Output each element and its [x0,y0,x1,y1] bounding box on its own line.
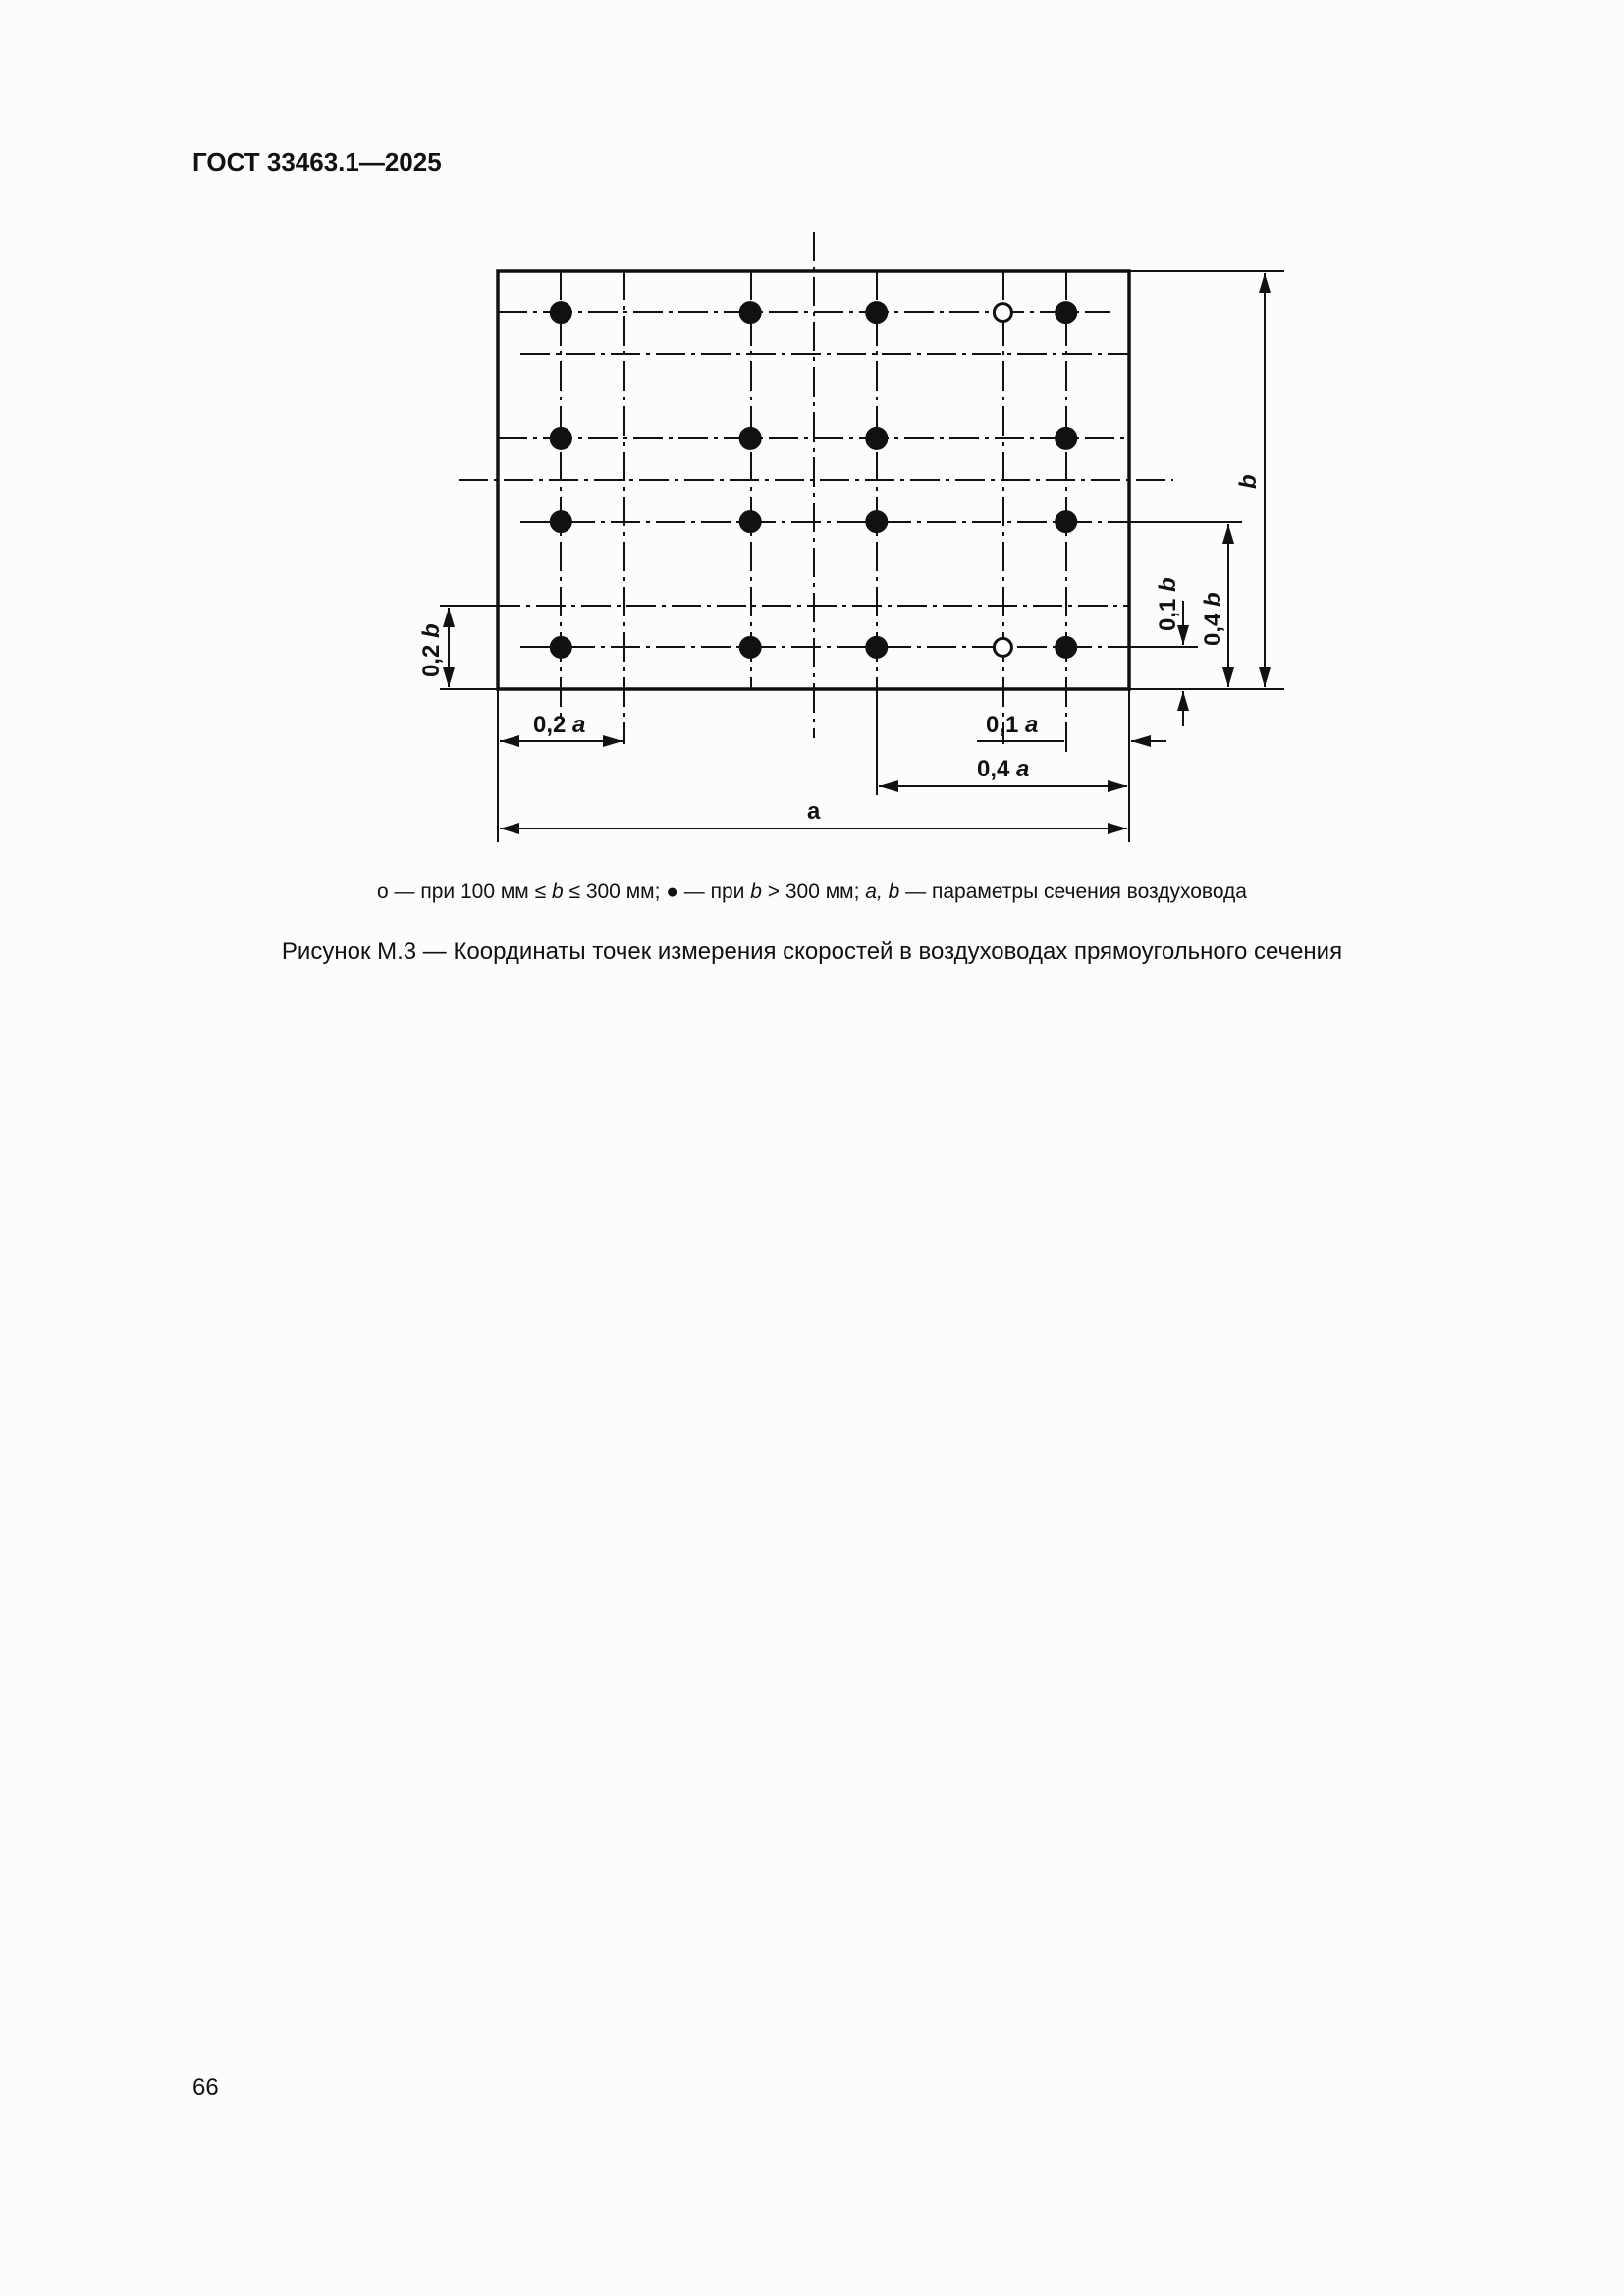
dim-04b-label: 0,4 b [1200,592,1226,646]
dim-01a-label: 0,1 a [986,712,1039,738]
extension-lines [440,271,1284,842]
filled-measurement-point [1056,302,1077,324]
dim-02a-label: 0,2 a [533,712,586,738]
dim-04a-label: 0,4 a [977,756,1030,782]
filled-measurement-point [866,302,888,324]
legend-vars-ab: a, b [865,881,900,903]
filled-measurement-point [550,302,571,324]
filled-measurement-point [866,511,888,533]
dim-01b-label: 0,1 b [1155,577,1181,631]
filled-measurement-point [550,636,571,658]
filled-measurement-point [739,511,761,533]
measurement-points-figure [0,0,1624,883]
figure-caption: Рисунок М.3 — Координаты точек измерения скоростей в воздуховодах прямоугольного сечения [281,938,1343,965]
legend-params-text: — параметры сечения воздуховода [899,881,1247,903]
filled-measurement-point [1056,511,1077,533]
dimension-labels [418,474,1262,825]
filled-measurement-point [1056,427,1077,449]
measurement-grid [491,271,1129,756]
open-measurement-point [994,638,1011,656]
legend-var-b-2: b [750,881,762,903]
filled-measurement-point [1056,636,1077,658]
filled-measurement-point [550,427,571,449]
open-measurement-point [994,304,1011,322]
figure-legend [0,881,1624,904]
filled-measurement-point [739,636,761,658]
document-header: ГОСТ 33463.1—2025 [192,147,442,177]
legend-filled-text-2: > 300 мм; [761,881,866,903]
filled-measurement-point [866,636,888,658]
dim-02b-label: 0,2 b [418,623,445,677]
legend-open-text-1: — при 100 мм ≤ [388,881,552,903]
open-point-symbol: о [377,881,389,903]
dim-a-label: a [807,798,821,825]
filled-measurement-point [550,511,571,533]
page-number: 66 [192,2074,219,2101]
filled-measurement-point [866,427,888,449]
filled-point-symbol: ● [666,881,678,903]
legend-filled-text-1: — при [677,881,751,903]
legend-open-text-2: ≤ 300 мм; [563,881,667,903]
filled-measurement-point [739,302,761,324]
legend-var-b: b [551,881,564,903]
filled-measurement-point [739,427,761,449]
dim-b-label: b [1235,474,1262,489]
dimension-lines [449,273,1265,828]
